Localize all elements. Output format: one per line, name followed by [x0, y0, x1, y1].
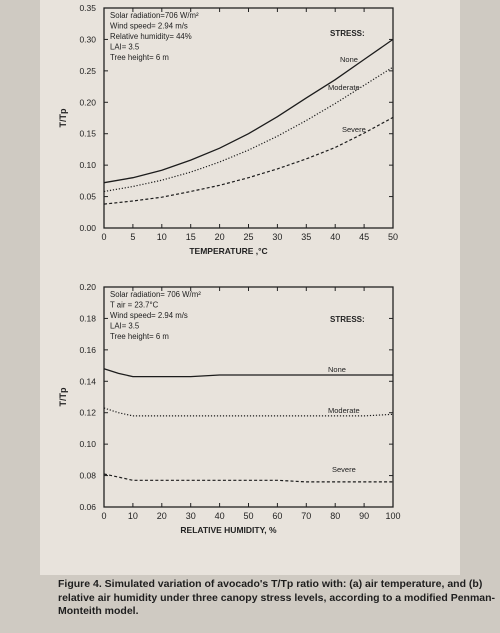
y-tick-label: 0.20 [79, 282, 96, 292]
parameter-annotation: LAI= 3.5 [110, 321, 140, 331]
x-tick-label: 30 [272, 232, 283, 242]
series-label-severe: Severe [332, 465, 356, 474]
x-tick-label: 60 [272, 511, 283, 521]
x-tick-label: 20 [156, 511, 167, 521]
x-tick-label: 5 [130, 232, 136, 242]
y-tick-label: 0.20 [79, 97, 96, 108]
parameter-annotation: T air = 23.7°C [110, 300, 159, 310]
x-tick-label: 35 [301, 232, 312, 242]
y-tick-label: 0.10 [79, 439, 96, 450]
parameter-annotation: Wind speed= 2.94 m/s [110, 21, 188, 31]
parameter-annotation: LAI= 3.5 [110, 42, 140, 52]
x-tick-label: 20 [214, 232, 225, 242]
parameter-annotation: Wind speed= 2.94 m/s [110, 311, 188, 320]
x-axis-label: TEMPERATURE ,°C [189, 246, 268, 256]
parameter-annotation: Tree height= 6 m [110, 332, 169, 341]
x-tick-label: 40 [330, 232, 341, 242]
y-tick-label: 0.15 [79, 128, 96, 139]
y-tick-label: 0.10 [79, 160, 96, 171]
x-tick-label: 25 [243, 232, 254, 242]
x-tick-label: 80 [330, 511, 341, 521]
parameter-annotation: Relative humidity= 44% [110, 32, 192, 41]
parameter-annotation: Solar radiation=706 W/m² [110, 11, 199, 20]
y-tick-label: 0.35 [79, 3, 96, 13]
x-tick-label: 40 [214, 511, 225, 521]
legend-title: STRESS: [330, 315, 365, 324]
x-tick-label: 50 [387, 232, 399, 242]
series-label-moderate: Moderate [328, 83, 360, 92]
x-tick-label: 10 [127, 511, 138, 521]
y-axis-label: T/Tp [58, 387, 68, 407]
x-tick-label: 15 [185, 232, 196, 242]
x-tick-label: 90 [359, 511, 370, 521]
x-tick-label: 0 [101, 232, 107, 242]
x-axis-label: RELATIVE HUMIDITY, % [180, 525, 277, 535]
y-tick-label: 0.08 [79, 470, 96, 481]
y-tick-label: 0.12 [79, 407, 96, 418]
x-tick-label: 10 [156, 232, 167, 242]
figure-caption: Figure 4. Simulated variation of avocado's T/Tp ratio with: (a) air temperature, and (b) relative air humidity under three canopy stress levels, according to a modified Penman-Monteith model. [58, 578, 496, 617]
parameter-annotation: Tree height= 6 m [110, 53, 169, 62]
series-label-severe: Severe [342, 125, 366, 134]
legend-title: STRESS: [330, 29, 365, 38]
y-tick-label: 0.25 [79, 65, 96, 76]
y-axis-label: T/Tp [58, 108, 68, 128]
x-tick-label: 50 [243, 511, 254, 521]
series-label-moderate: Moderate [328, 406, 360, 415]
x-tick-label: 100 [385, 511, 401, 521]
y-tick-label: 0.05 [79, 191, 96, 202]
y-tick-label: 0.30 [79, 34, 96, 45]
x-tick-label: 45 [359, 232, 370, 242]
y-tick-label: 0.14 [79, 376, 96, 387]
x-tick-label: 0 [101, 511, 107, 521]
y-tick-label: 0.00 [79, 223, 96, 233]
series-label-none: None [328, 365, 346, 374]
parameter-annotation: Solar radiation= 706 W/m² [110, 290, 201, 299]
x-tick-label: 30 [185, 511, 196, 521]
y-tick-label: 0.06 [79, 502, 96, 512]
y-tick-label: 0.18 [79, 313, 96, 324]
series-label-none: None [340, 55, 358, 64]
x-tick-label: 70 [301, 511, 312, 521]
y-tick-label: 0.16 [79, 344, 96, 355]
